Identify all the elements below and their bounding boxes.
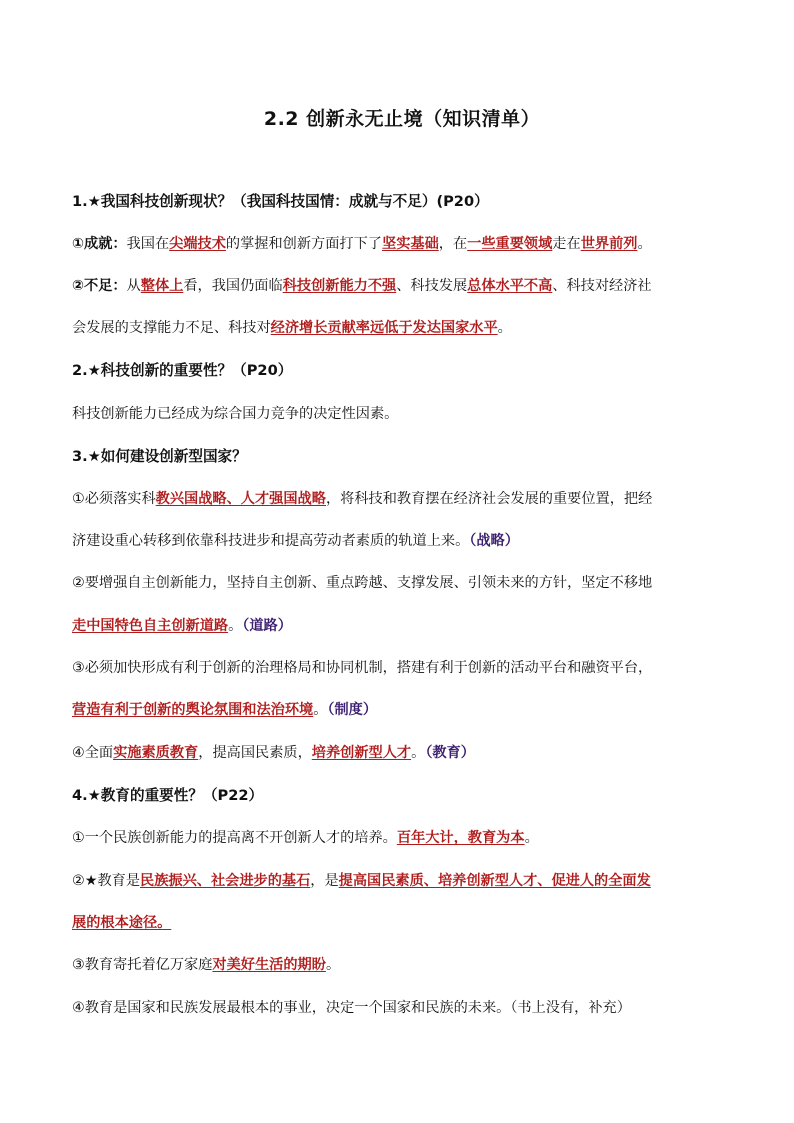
text: ③教育寄托着亿万家庭 bbox=[72, 957, 213, 973]
text: ，提高国民素质， bbox=[198, 745, 312, 761]
text: 。 bbox=[524, 830, 539, 846]
key-term: 一些重要领域 bbox=[467, 236, 553, 252]
text: 。 bbox=[637, 236, 652, 252]
text: 从 bbox=[126, 278, 141, 294]
q3-item3-line2 bbox=[72, 700, 740, 720]
text: ，将科技和教育摆在经济社会发展的重要位置，把经 bbox=[325, 491, 653, 507]
q3-item2-line1 bbox=[72, 573, 740, 593]
q3-heading: 3.★如何建设创新型国家？ bbox=[72, 448, 247, 465]
key-term: 营造有利于创新的舆论氛围和法治环境 bbox=[72, 702, 314, 718]
category-tag: （道路） bbox=[242, 618, 292, 634]
q2-heading: 2.★科技创新的重要性？（P20） bbox=[72, 362, 293, 379]
text: ②★教育是 bbox=[72, 873, 141, 889]
q4-item4: ④教育是国家和民族发展最根本的事业，决定一个国家和民族的未来。（书上没有，补充） bbox=[72, 1000, 631, 1016]
key-term: 提高国民素质、培养创新型人才、促进人的全面发 bbox=[338, 873, 651, 889]
text: 。 bbox=[325, 957, 341, 973]
q3-item4 bbox=[72, 743, 740, 763]
page-title: 2.2 创新永无止境（知识清单） bbox=[263, 108, 541, 130]
text: 走在 bbox=[552, 236, 581, 252]
text: ②要增强自主创新能力，坚持自主创新、重点跨越、支撑发展、引领未来的方针，坚定不移地 bbox=[72, 575, 653, 591]
key-term: 尖端技术 bbox=[169, 236, 226, 252]
q3-item1-line2 bbox=[72, 531, 740, 551]
text: ③必须加快形成有利于创新的治理格局和协同机制，搭建有利于创新的活动平台和融资平台， bbox=[72, 660, 653, 676]
q4-item3 bbox=[72, 955, 740, 975]
text: 的掌握和创新方面打下了 bbox=[225, 236, 382, 252]
key-term: 教兴国战略、人才强国战略 bbox=[155, 491, 326, 507]
text: 。 bbox=[313, 702, 328, 718]
category-tag: （教育） bbox=[425, 745, 475, 761]
text: ，在 bbox=[438, 236, 468, 252]
q1-heading: 1.★我国科技创新现状？（我国科技国情：成就与不足）(P20） bbox=[72, 193, 489, 210]
key-term: 总体水平不高 bbox=[467, 278, 553, 294]
text: 、科技发展 bbox=[396, 278, 468, 294]
key-term: 培养创新型人才 bbox=[311, 745, 412, 761]
q3-item2-line2 bbox=[72, 616, 740, 636]
category-tag: （制度） bbox=[327, 702, 378, 718]
key-term: 走中国特色自主创新道路 bbox=[72, 618, 229, 634]
text: 看，我国仍面临 bbox=[183, 278, 283, 294]
q2-text: 科技创新能力已经成为综合国力竞争的决定性因素。 bbox=[72, 406, 399, 422]
achievement-label: ①成就： bbox=[72, 236, 127, 252]
text: 、科技对经济社 bbox=[552, 278, 652, 294]
text: ，是 bbox=[310, 873, 339, 889]
category-tag: （战略） bbox=[469, 533, 519, 549]
key-term: 展的根本途径。 bbox=[72, 915, 172, 931]
key-term: 百年大计，教育为本 bbox=[396, 830, 525, 846]
key-term: 对美好生活的期盼 bbox=[212, 957, 326, 973]
q1-achievement bbox=[72, 234, 740, 254]
q4-heading: 4.★教育的重要性？（P22） bbox=[72, 787, 264, 804]
text: 济建设重心转移到依靠科技进步和提高劳动者素质的轨道上来。 bbox=[72, 533, 470, 549]
text: 我国在 bbox=[126, 236, 170, 252]
text: ④全面 bbox=[72, 745, 114, 761]
q3-item1-line1 bbox=[72, 489, 740, 509]
q4-item2-line1 bbox=[72, 871, 740, 891]
key-term: 民族振兴、社会进步的基石 bbox=[140, 873, 311, 889]
key-term: 实施素质教育 bbox=[113, 745, 199, 761]
key-term: 经济增长贡献率远低于发达国家水平 bbox=[270, 320, 498, 336]
text: 。 bbox=[411, 745, 426, 761]
q1-shortcoming-line2 bbox=[72, 318, 740, 338]
text: 。 bbox=[228, 618, 243, 634]
key-term: 世界前列 bbox=[580, 236, 638, 252]
text: ①一个民族创新能力的提高离不开创新人才的培养。 bbox=[72, 830, 397, 846]
q3-item3-line1 bbox=[72, 658, 740, 678]
text: ①必须落实科 bbox=[72, 491, 156, 507]
q4-item2-line2 bbox=[72, 913, 740, 933]
key-term: 整体上 bbox=[140, 278, 184, 294]
key-term: 科技创新能力不强 bbox=[282, 278, 397, 294]
shortcoming-label: ②不足： bbox=[72, 278, 127, 294]
text: 会发展的支撑能力不足、科技对 bbox=[72, 320, 271, 336]
q4-item1 bbox=[72, 828, 740, 848]
q1-shortcoming-line1 bbox=[72, 276, 740, 296]
text: 。 bbox=[497, 320, 512, 336]
key-term: 坚实基础 bbox=[382, 236, 439, 252]
